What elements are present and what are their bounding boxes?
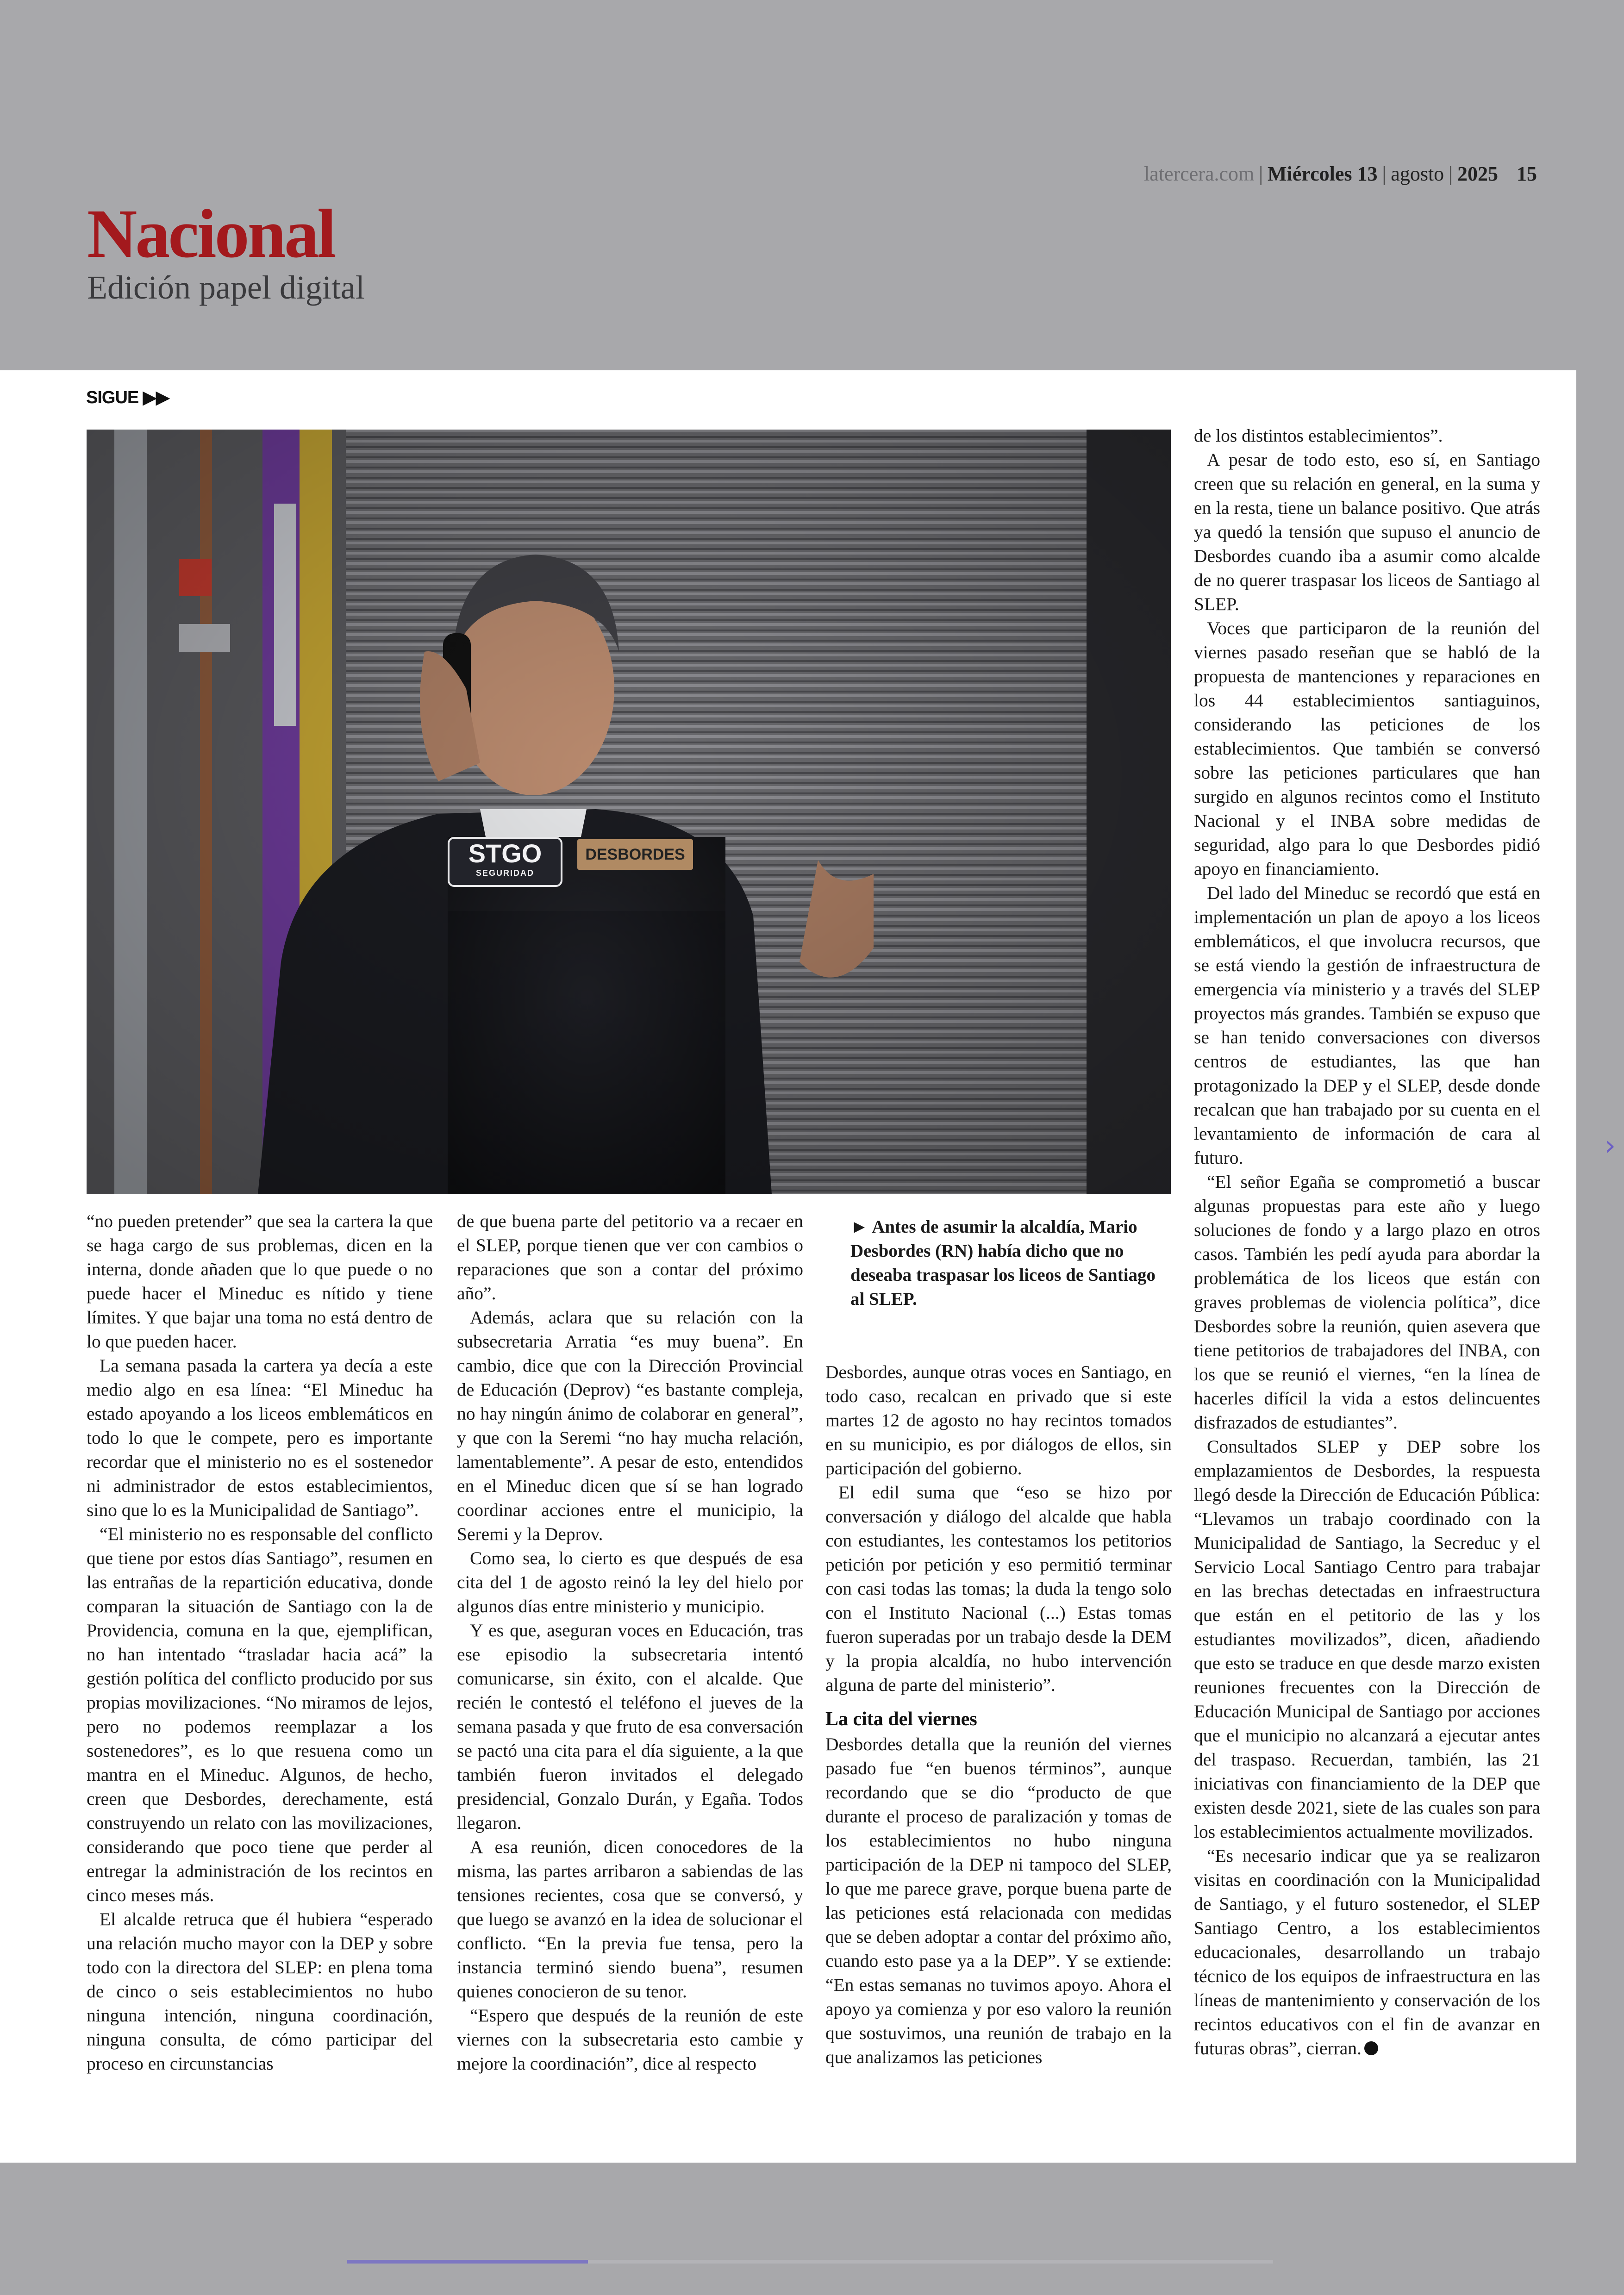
article-photo	[87, 430, 1171, 1194]
vest-badge-subtext: SEGURIDAD	[475, 868, 534, 878]
reading-progress-fill	[347, 2260, 588, 2264]
vest-badge	[448, 837, 562, 887]
paragraph: A esa reunión, dicen conocedores de la misma, las partes arribaron a sabiendas de las tensiones recientes, cosa que se conversó, y que luego se avanzó en la idea de solucionar el conflicto. “En la previa fue tensa, pero la instancia terminó siendo buena”, resumen quienes conocieron de su tenor.	[457, 1837, 803, 2002]
next-page-arrow-icon[interactable]: ›	[1605, 1129, 1616, 1162]
paragraph: A pesar de todo esto, eso sí, en Santiago creen que su relación en general, en la suma y en la resta, tiene un balance positivo. Que atrás ya quedó la tensión que supuso el anuncio de Desbordes cuando iba a asumir como alcalde de no querer traspasar los liceos de Santiago al SLEP.	[1194, 449, 1540, 614]
section-title: Nacional	[87, 195, 335, 272]
article-column-4	[1194, 424, 1540, 2060]
vest-badge-text: STGO	[468, 839, 542, 868]
paragraph: Como sea, lo cierto es que después de esa cita del 1 de agosto reinó la ley del hielo por algunos días entre ministerio y municipio.	[457, 1548, 803, 1616]
edition-subtitle: Edición papel digital	[87, 269, 365, 306]
paragraph: Del lado del Mineduc se recordó que está en implementación un plan de apoyo a los liceos emblemáticos, el que involucra recursos, que se está viendo la gestión de infraestructura de emergencia vía ministerio y a través del SLEP proyectos más grandes. También se expuso que se han tenido conversaciones con diversos centros de estudiantes, las que han protagonizado la DEP y el SLEP, desde donde recalcan que han trabajado por su cuenta en el levantamiento de información de cara al futuro.	[1194, 883, 1540, 1168]
paragraph: Voces que participaron de la reunión del viernes pasado reseñan que se habló de la propuesta de mantenciones y reparaciones en los 44 establecimientos santiaguinos, considerando las peticiones de los establecimientos. Que también se conversó sobre las peticiones particulares que han surgido en algunos recintos como el Instituto Nacional y el INBA sobre medidas de seguridad, algo para lo que Desbordes pidió apoyo en financiamiento.	[1194, 618, 1540, 879]
paragraph: El alcalde retruca que él hubiera “esperado una relación mucho mayor con la DEP y sobre todo con la directora del SLEP: en plena toma de cinco o seis establecimientos no hubo ninguna intención, ninguna coordinación, ninguna consulta, de cómo participar del proceso en circunstancias	[87, 1909, 433, 2074]
paragraph: de que buena parte del petitorio va a recaer en el SLEP, porque tienen que ver con cambios o reparaciones que son a contar del próximo año”.	[457, 1211, 803, 1303]
paragraph: La semana pasada la cartera ya decía a este medio algo en esa línea: “El Mineduc ha estado apoyando a los liceos emblemáticos en todo lo que le compete, pero es importante recordar que el ministerio no es el sostenedor ni administrador de estos establecimientos, sino que lo es la Municipalidad de Santiago”.	[87, 1355, 433, 1520]
paragraph-final	[1194, 1844, 1540, 2060]
page-number: 15	[1517, 162, 1537, 185]
paragraph: “no pueden pretender” que sea la cartera la que se haga cargo de sus problemas, dicen en la interna, donde añaden que lo que puede o no puede hacer el Mineduc es nítido y tiene límites. Y que bajar una toma no está dentro de lo que pueden hacer.	[87, 1211, 433, 1352]
subheading: La cita del viernes	[825, 1709, 977, 1730]
paragraph: de los distintos establecimientos”.	[1194, 425, 1443, 446]
photo-caption: ► Antes de asumir la alcaldía, Mario Desbordes (RN) había dicho que no deseaba traspasar los liceos de Santiago al SLEP.	[850, 1217, 1156, 1309]
newspaper-page	[0, 370, 1576, 2163]
vest-name-patch: DESBORDES	[577, 839, 693, 870]
date-year: 2025	[1457, 162, 1498, 185]
paragraph: Consultados SLEP y DEP sobre los emplazamientos de Desbordes, la respuesta llegó desde la Dirección de Educación Pública: “Llevamos un trabajo coordinado con la Municipalidad de Santiago, la Secreduc y el Servicio Local Santiago Centro para trabajar en las brechas detectadas en infraestructura que están en el petitorio de las y los estudiantes movilizados”, dicen, añadiendo que esto se traduce en que desde marzo existen reuniones frecuentes con la Dirección de Educación Municipal de Santiago por acciones que el municipio no alcanzará a ejecutar antes del traspaso. Recuerdan, también, las 21 iniciativas con financiamiento de la DEP que existen desde 2021, siete de las cuales son para los establecimientos actualmente movilizados.	[1194, 1436, 1540, 1842]
paragraph: Y es que, aseguran voces en Educación, tras ese episodio la subsecretaria intentó comunicarse, sin éxito, con el alcalde. Que recién le contestó el teléfono el jueves de la semana pasada y que fruto de esa conversación se pactó una cita para el día siguiente, a la que también fueron invitados el delegado presidencial, Gonzalo Durán, y Egaña. Todos llegaron.	[457, 1620, 803, 1833]
paragraph-final-text: “Es necesario indicar que ya se realizaron visitas en coordinación con la Municipalidad de Santiago, y el futuro sostenedor, el SLEP Santiago Centro, a los establecimientos educacionales, desarrollando un trabajo técnico de los equipos de infraestructura en las líneas de mantenimiento y conservación de los recintos educativos con el fin de avanzar en futuras obras”, cierran.	[1194, 1846, 1540, 2058]
paragraph: Desbordes, aunque otras voces en Santiago, en todo caso, recalcan en privado que si este martes 12 de agosto no hay recintos tomados en su municipio, es por diálogos de ellos, sin participación del gobierno.	[825, 1362, 1172, 1478]
paragraph: Desbordes detalla que la reunión del viernes pasado fue “en buenos términos”, aunque recordando que se dio “producto de que durante el proceso de paralización y tomas de los establecimientos no hubo ninguna participación de la DEP ni tampoco del SLEP, lo que me parece grave, porque buena parte de las peticiones está relacionada con medidas que se deben adoptar a contar del próximo año, cuando esto pase ya a la DEP”. Y se extiende: “En estas semanas no tuvimos apoyo. Ahora el apoyo ya comienza y por eso valoro la reunión que sostuvimos, una reunión de trabajo en la que analizamos las peticiones	[825, 1734, 1172, 2067]
date-day: Miércoles 13	[1268, 162, 1378, 185]
masthead-info: latercera.com | Miércoles 13 | agosto | 2025 15	[1144, 162, 1537, 185]
paragraph: “El señor Egaña se comprometió a buscar algunas propuestas para este año y luego soluciones de fondo y a largo plazo en otros casos. También les pedí ayuda para abordar la problemática de los liceos que están con graves problemas de violencia política”, dice Desbordes sobre la reunión, quien asevera que tiene petitorios de trabajadores del INBA, con los que se reunió el viernes, “en la línea de hacerles difícil la vida a estos delincuentes disfrazados de estudiantes”.	[1194, 1172, 1540, 1433]
top-bar	[0, 0, 1624, 370]
paragraph: Además, aclara que su relación con la subsecretaria Arratia “es muy buena”. En cambio, dice que con la Dirección Provincial de Educación (Deprov) “es bastante compleja, no hay ningún ánimo de colaborar en general”, y que con la Seremi “no hay mucha relación, lamentablemente”. A pesar de esto, entendidos en el Mineduc dicen que sí se han logrado coordinar acciones entre el municipio, la Seremi y la Deprov.	[457, 1307, 803, 1544]
paragraph: “El ministerio no es responsable del conflicto que tiene por estos días Santiago”, resumen en las entrañas de la repartición educativa, donde comparan la situación de Santiago con la de Providencia, comuna en la que, ejemplifican, no han intentado “trasladar hacia acá” la gestión política del conflicto producido por sus propias movilizaciones. “No miramos de lejos, pero no podemos reemplazar a los sostenedores”, es lo que resuena como un mantra en el Mineduc. Algunos, de hecho, creen que Desbordes, derechamente, está construyendo un relato con las movilizaciones, considerando que poco tiene que perder al entregar la administración de los recintos en cinco meses más.	[87, 1524, 433, 1905]
continues-label: SIGUE ▶▶	[86, 388, 169, 407]
paragraph: “Espero que después de la reunión de este viernes con la subsecretaria esto cambie y mejore la coordinación”, dice al respecto	[457, 2005, 803, 2074]
end-mark-icon	[1364, 2041, 1378, 2055]
article-column-1	[87, 1209, 433, 2076]
site-name: latercera.com	[1144, 162, 1255, 185]
reading-progress-bar[interactable]	[347, 2260, 1273, 2264]
paragraph: El edil suma que “eso se hizo por conversación y diálogo del alcalde que habla con estudiantes, les contestamos los petitorios petición por petición y eso permitió terminar con casi todas las tomas; la duda la tengo solo con el Instituto Nacional (...) Estas tomas fueron superadas por un trabajo desde la DEM y la propia alcaldía, no hubo intervención alguna de parte del ministerio”.	[825, 1482, 1172, 1695]
article-column-3	[825, 1360, 1172, 2069]
date-month: agosto	[1391, 162, 1444, 185]
article-column-2	[457, 1209, 803, 2076]
